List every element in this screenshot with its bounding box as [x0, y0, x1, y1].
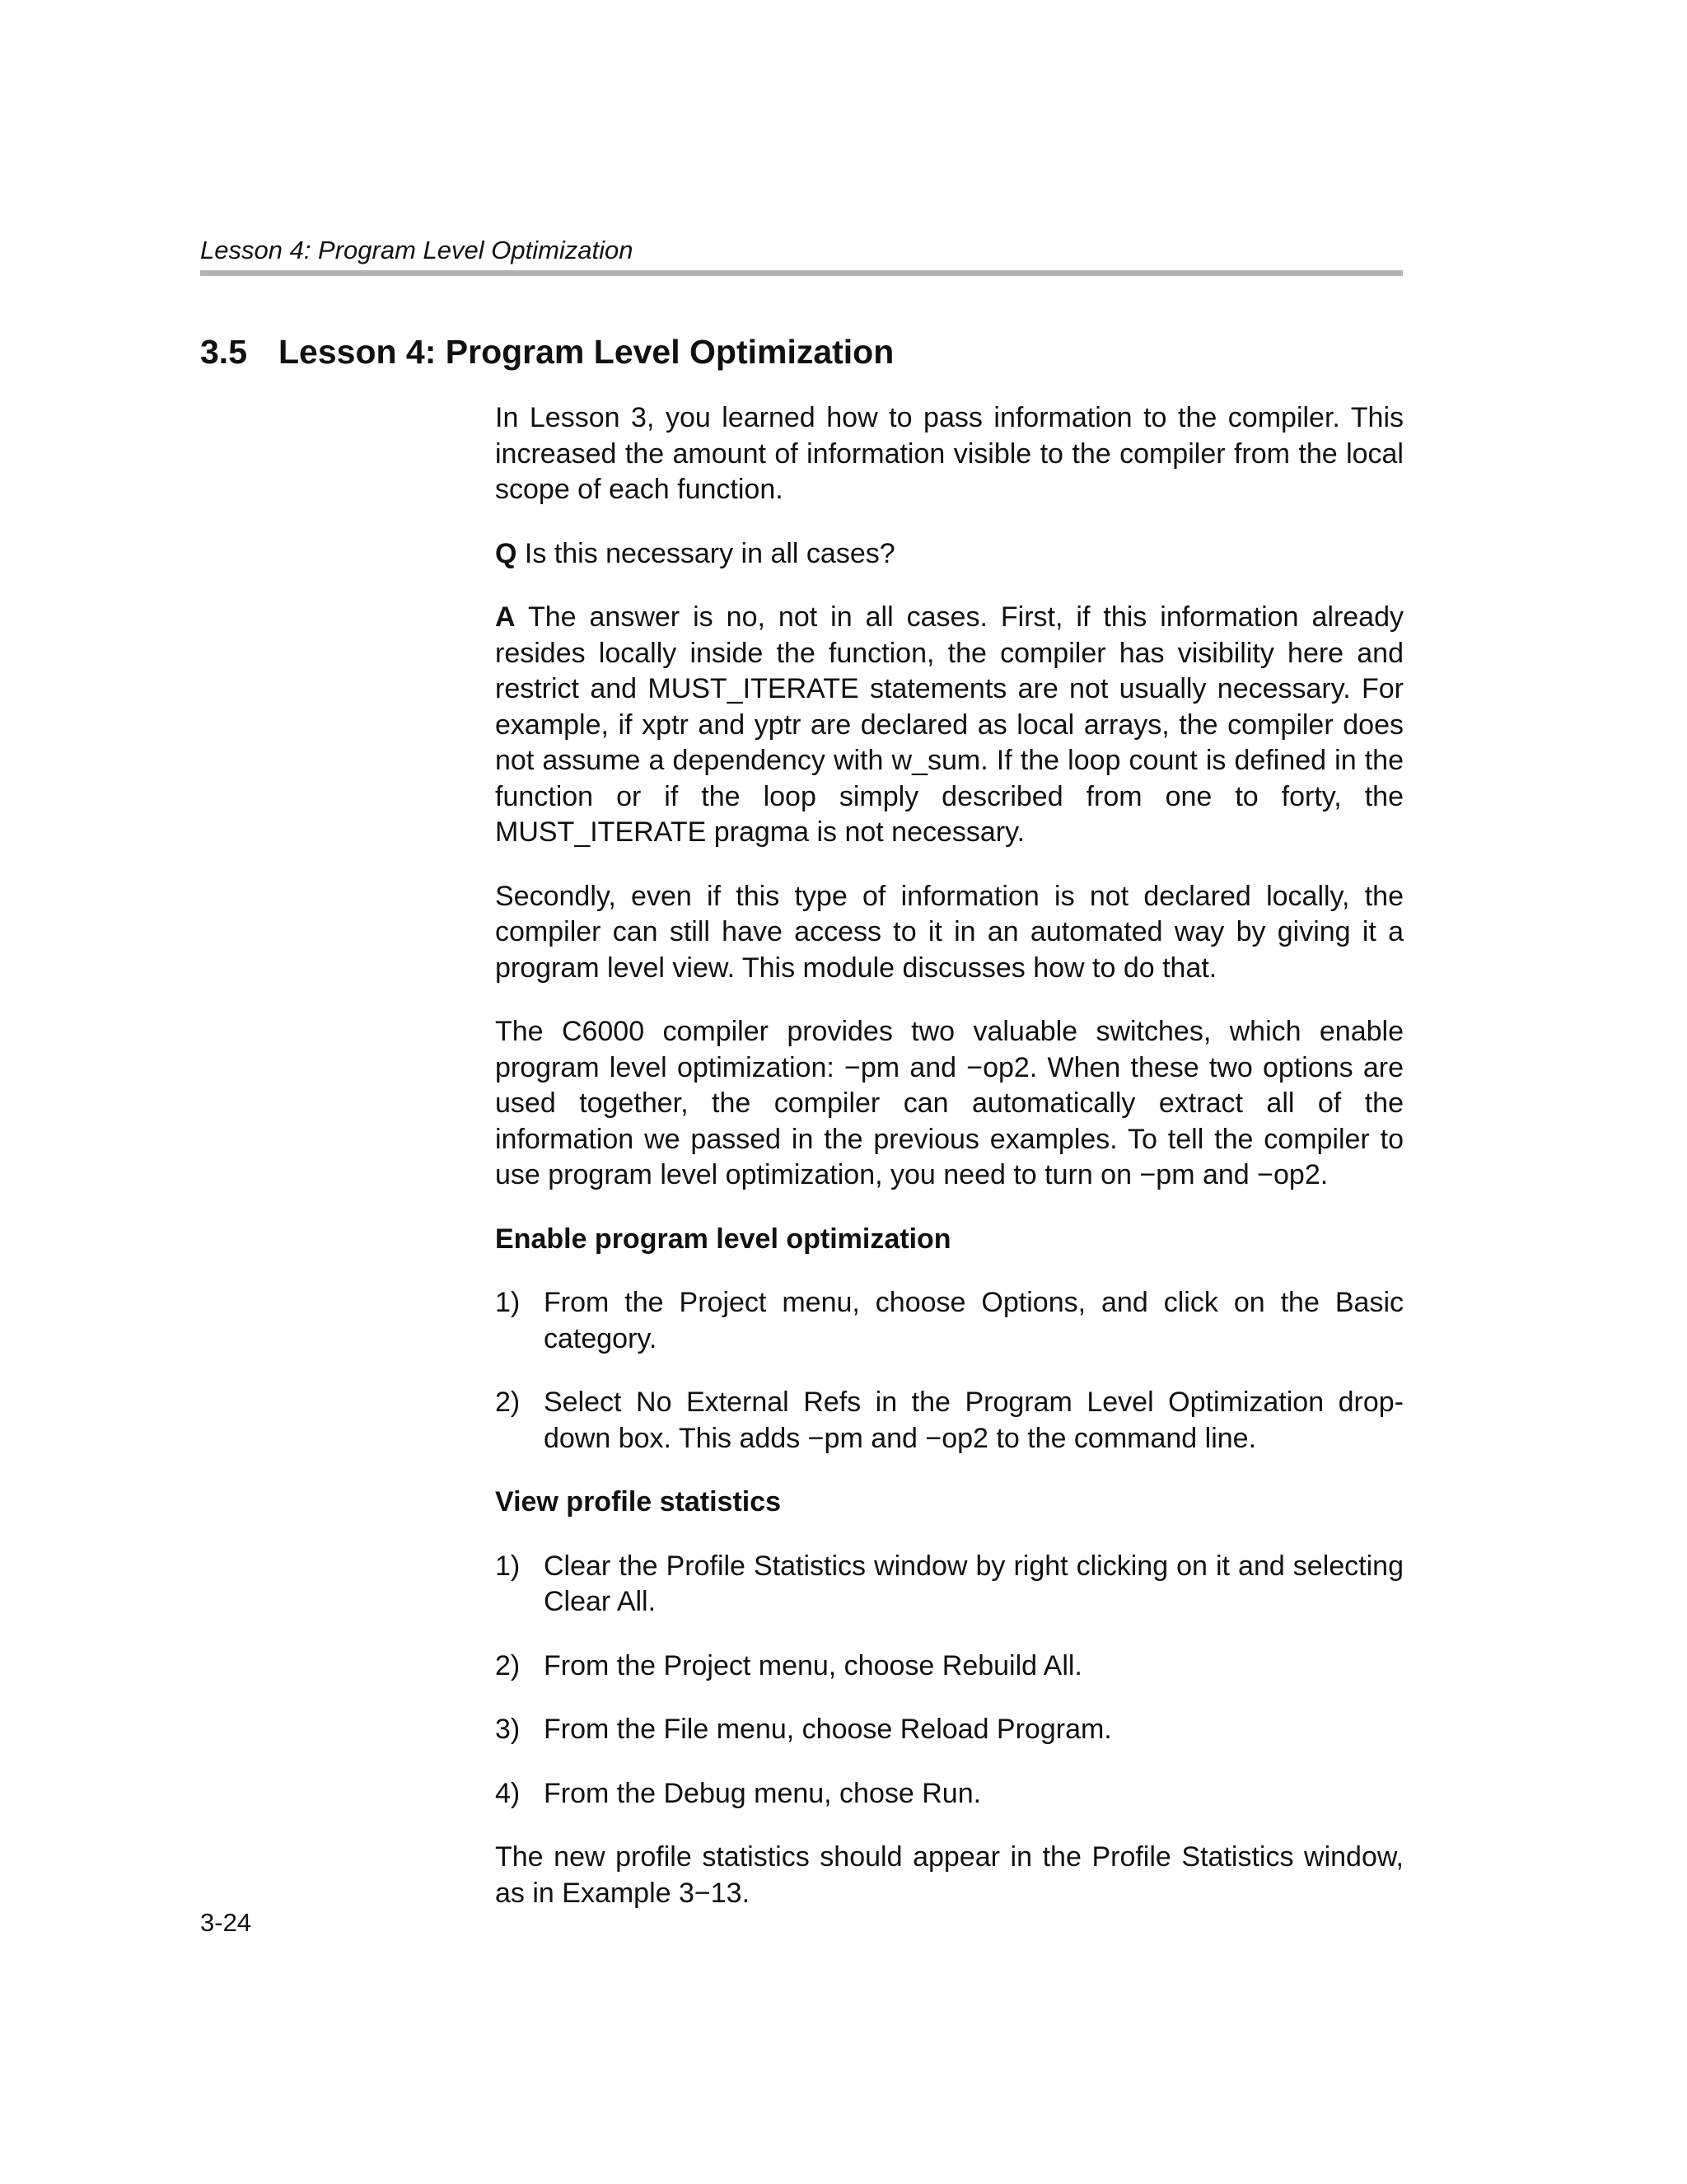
step-number: 1)	[495, 1287, 521, 1318]
list-item	[495, 1649, 1404, 1685]
list-item	[495, 1712, 1404, 1748]
secondly-paragraph: Secondly, even if this type of information is not declared locally, the compiler can still have access to it in an automated way by giving it a program level view. This module discusses how to do that.	[495, 880, 1404, 984]
question-text: Is this necessary in all cases?	[516, 537, 895, 569]
step-number: 1)	[495, 1550, 521, 1582]
answer-label: A	[495, 601, 516, 633]
answer-text: The answer is no, not in all cases. First, if this information already resides locally inside the function, the compiler has visibility here and restrict and MUST_ITERATE statements are not usually necessary. For example, if xptr and yptr are declared as local arrays, the compiler does not assume a dependency with w_sum. If the loop count is defined in the function or if the loop simply described from one to forty, the MUST_ITERATE pragma is not necessary.	[495, 601, 1404, 848]
question-paragraph	[495, 536, 1404, 573]
section-heading	[200, 333, 894, 372]
step-text: From the Project menu, choose Rebuild All.	[544, 1649, 1082, 1681]
question-label: Q	[495, 537, 517, 569]
page-number: 3-24	[200, 1908, 252, 1937]
list-item	[495, 1776, 1404, 1812]
running-header: Lesson 4: Program Level Optimization	[200, 236, 633, 264]
c6000-paragraph: The C6000 compiler provides two valuable switches, which enable program level optimization: −pm and −op2. When these two options are used together, the compiler can automatically extract all of the information we passed in the previous examples. To tell the compiler to use program level optimization, you need to turn on −pm and −op2.	[495, 1016, 1404, 1190]
section-title: Lesson 4: Program Level Optimization	[278, 333, 895, 371]
step-text: From the Project menu, choose Options, and click on the Basic category.	[544, 1287, 1404, 1354]
step-number: 2)	[495, 1649, 521, 1681]
intro-paragraph: In Lesson 3, you learned how to pass information to the compiler. This increased the amount of information visible to the compiler from the local scope of each function.	[495, 402, 1404, 505]
header-rule	[200, 270, 1403, 276]
body-text	[495, 400, 1404, 1939]
enable-heading: Enable program level optimization	[495, 1223, 951, 1255]
answer-paragraph	[495, 600, 1404, 851]
step-text: From the File menu, choose Reload Program.	[544, 1714, 1112, 1745]
section-number: 3.5	[200, 333, 247, 371]
step-number: 2)	[495, 1387, 521, 1418]
step-text: Select No External Refs in the Program Level Optimization drop-down box. This adds −pm and −op2 to the command line.	[544, 1387, 1404, 1454]
step-text: From the Debug menu, chose Run.	[544, 1777, 982, 1809]
list-item	[495, 1385, 1404, 1457]
step-note: The new profile statistics should appear in the Profile Statistics window, as in Example 3−13.	[495, 1841, 1404, 1909]
profile-heading: View profile statistics	[495, 1486, 782, 1518]
step-number: 4)	[495, 1777, 521, 1809]
step-number: 3)	[495, 1714, 521, 1745]
list-item	[495, 1285, 1404, 1357]
list-item	[495, 1549, 1404, 1620]
step-text: Clear the Profile Statistics window by right clicking on it and selecting Clear All.	[544, 1550, 1404, 1617]
